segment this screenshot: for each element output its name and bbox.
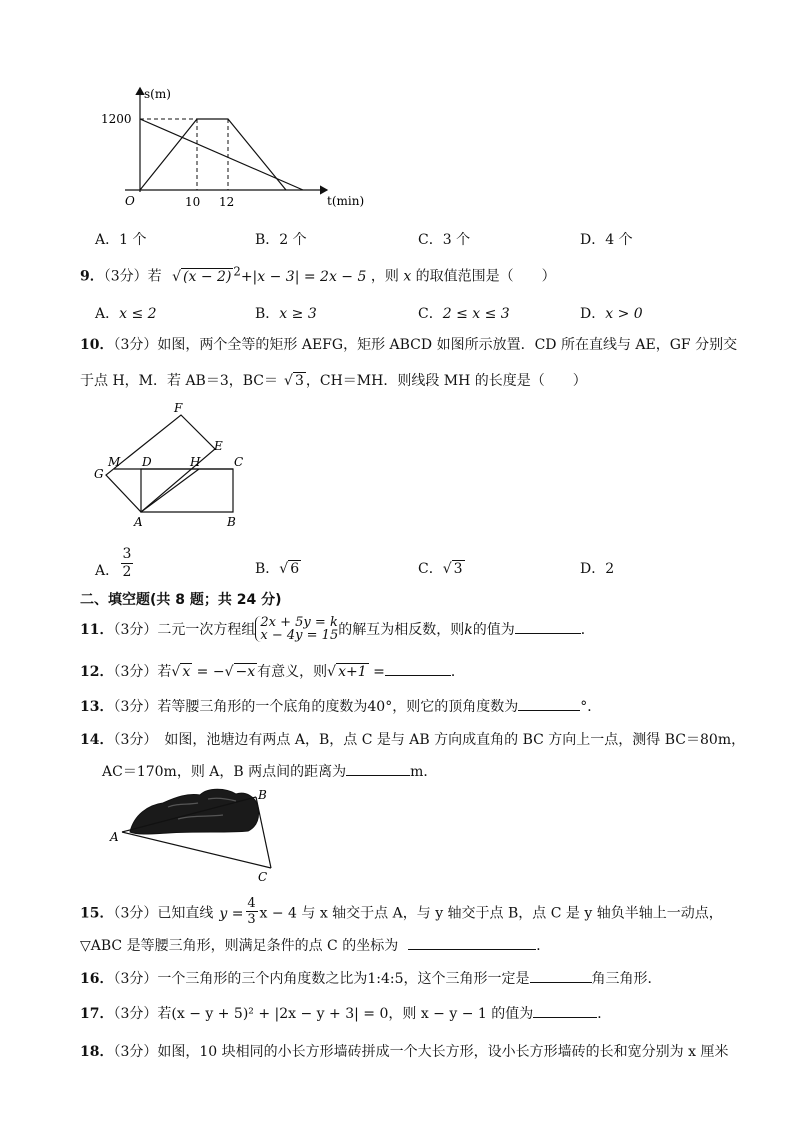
- q10-stem-line2: 于点 H，M．若 AB＝3，BC＝ √ 3 ，CH＝MH．则线段 MH 的长度是（ ）: [80, 373, 587, 389]
- origin-label: O: [125, 194, 135, 208]
- q8-option-c[interactable]: C．3 个: [418, 232, 471, 248]
- q8-option-d[interactable]: D．4 个: [580, 232, 633, 248]
- q8-option-a[interactable]: A．1 个: [95, 232, 147, 248]
- section-2-heading: 二、填空题(共 8 题；共 24 分): [80, 592, 282, 608]
- line-ac: [122, 832, 271, 868]
- label-a: A: [110, 830, 119, 844]
- x-axis-label: t(min): [327, 194, 365, 208]
- line-bc: [256, 797, 271, 868]
- y-tick-1200: 1200: [101, 112, 132, 126]
- q12-stem: 12．（3分）若√ x = −√ −x 有意义，则√ x+1 = ．: [80, 661, 465, 681]
- q13-stem: 13．（3分）若等腰三角形的一个底角的度数为40°，则它的顶角度数为 °．: [80, 696, 601, 716]
- q13-answer-blank[interactable]: [518, 696, 580, 711]
- q14-pond-figure: [108, 785, 283, 885]
- q9-option-c[interactable]: C．2 ≤ x ≤ 3: [418, 306, 510, 322]
- q10-option-d[interactable]: D．2: [580, 561, 615, 577]
- q14-stem-line1: 14．（3分） 如图，池塘边有两点 A，B，点 C 是与 AB 方向成直角的 BC 方向上一点，测得 BC＝80m，: [80, 732, 746, 748]
- fraction-3-2: 3 2: [122, 546, 132, 580]
- q11-answer-blank[interactable]: [515, 619, 581, 634]
- x-tick-10: 10: [185, 195, 201, 209]
- q10-option-b[interactable]: B．√ 6: [255, 561, 300, 577]
- q10-figure: [92, 402, 262, 532]
- x-tick-12: 12: [219, 195, 235, 209]
- q18-stem: 18．（3分）如图，10 块相同的小长方形墙砖拼成一个大长方形，设小长方形墙砖的长和宽分别为 x 厘米: [80, 1044, 729, 1060]
- distance-time-graph: [95, 80, 375, 220]
- line-a-h: [141, 469, 199, 512]
- q14-stem-line2: AC＝170m，则 A，B 两点间的距离为 m．: [102, 761, 437, 781]
- sqrt-3: √ 3: [284, 373, 304, 389]
- label-a: A: [134, 515, 143, 529]
- q10-number: 10．: [80, 337, 114, 353]
- q11-number: 11．: [80, 622, 114, 638]
- q9-expression: √ (x − 2) $^2$+|x − 3| = 2x − 5: [172, 264, 367, 285]
- fraction-4-3: $\frac{4}{3}$: [247, 896, 256, 927]
- pond-shape: [130, 789, 259, 834]
- q14-number: 14．: [80, 732, 114, 748]
- q9-stem: 9．（3分）若 √ (x − 2) $^2$+|x − 3| = 2x − 5 ，则 x 的取值范围是（ ）: [80, 264, 556, 285]
- q17-stem: 17．（3分）若(x − y + 5)² + |2x − y + 3| = 0，则 x − y − 1 的值为 ．: [80, 1003, 611, 1023]
- q15-stem-line1: 15．（3分）已知直线 y = $\frac{4}{3}$ x − 4 与 x 轴交于点 A，与 y 轴交于点 B，点 C 是 y 轴负半轴上一动点，: [80, 896, 723, 927]
- label-f: F: [174, 402, 183, 415]
- label-c: C: [234, 455, 244, 469]
- q16-number: 16．: [80, 971, 114, 987]
- q17-answer-blank[interactable]: [533, 1003, 597, 1018]
- q16-stem: 16．（3分）一个三角形的三个内角度数之比为1:4:5，这个三角形一定是 角三角形．: [80, 968, 662, 988]
- q16-answer-blank[interactable]: [530, 968, 592, 983]
- q15-stem-line2: ▽ABC 是等腰三角形，则满足条件的点 C 的坐标为 ．: [80, 935, 550, 955]
- descending-line: [140, 119, 303, 190]
- equation-system: 2x + 5y = k x − 4y = 15: [255, 616, 338, 642]
- solid-path: [140, 119, 286, 190]
- label-g: G: [94, 467, 104, 481]
- label-e: E: [214, 439, 223, 453]
- q13-number: 13．: [80, 699, 114, 715]
- label-m: M: [108, 455, 121, 469]
- q15-number: 15．: [80, 905, 114, 922]
- q9-option-d[interactable]: D．x > 0: [580, 306, 643, 322]
- q10-stem-line1: 10．（3分）如图，两个全等的矩形 AEFG，矩形 ABCD 如图所示放置．CD 所在直线与 AE，GF 分别交: [80, 337, 738, 353]
- q11-stem: 11．（3分）二元一次方程组 2x + 5y = k x − 4y = 15 的解互为相反数，则k的值为 ．: [80, 615, 595, 643]
- label-b: B: [227, 515, 236, 529]
- y-axis-label: s(m): [144, 87, 171, 101]
- q17-number: 17．: [80, 1006, 114, 1022]
- q10-option-c[interactable]: C．√ 3: [418, 561, 463, 577]
- q9-number: 9．: [80, 268, 104, 285]
- rect-abcd: [141, 469, 233, 512]
- q9-option-b[interactable]: B．x ≥ 3: [255, 306, 317, 322]
- q15-answer-blank[interactable]: [408, 935, 536, 950]
- q8-option-b[interactable]: B．2 个: [255, 232, 307, 248]
- q12-number: 12．: [80, 664, 114, 680]
- q12-answer-blank[interactable]: [385, 661, 451, 676]
- q18-number: 18．: [80, 1044, 114, 1060]
- label-b: B: [258, 788, 267, 802]
- label-h: H: [190, 455, 201, 469]
- label-c: C: [258, 870, 268, 884]
- label-d: D: [142, 455, 152, 469]
- q9-option-a[interactable]: A．x ≤ 2: [95, 306, 157, 322]
- q14-answer-blank[interactable]: [346, 761, 410, 776]
